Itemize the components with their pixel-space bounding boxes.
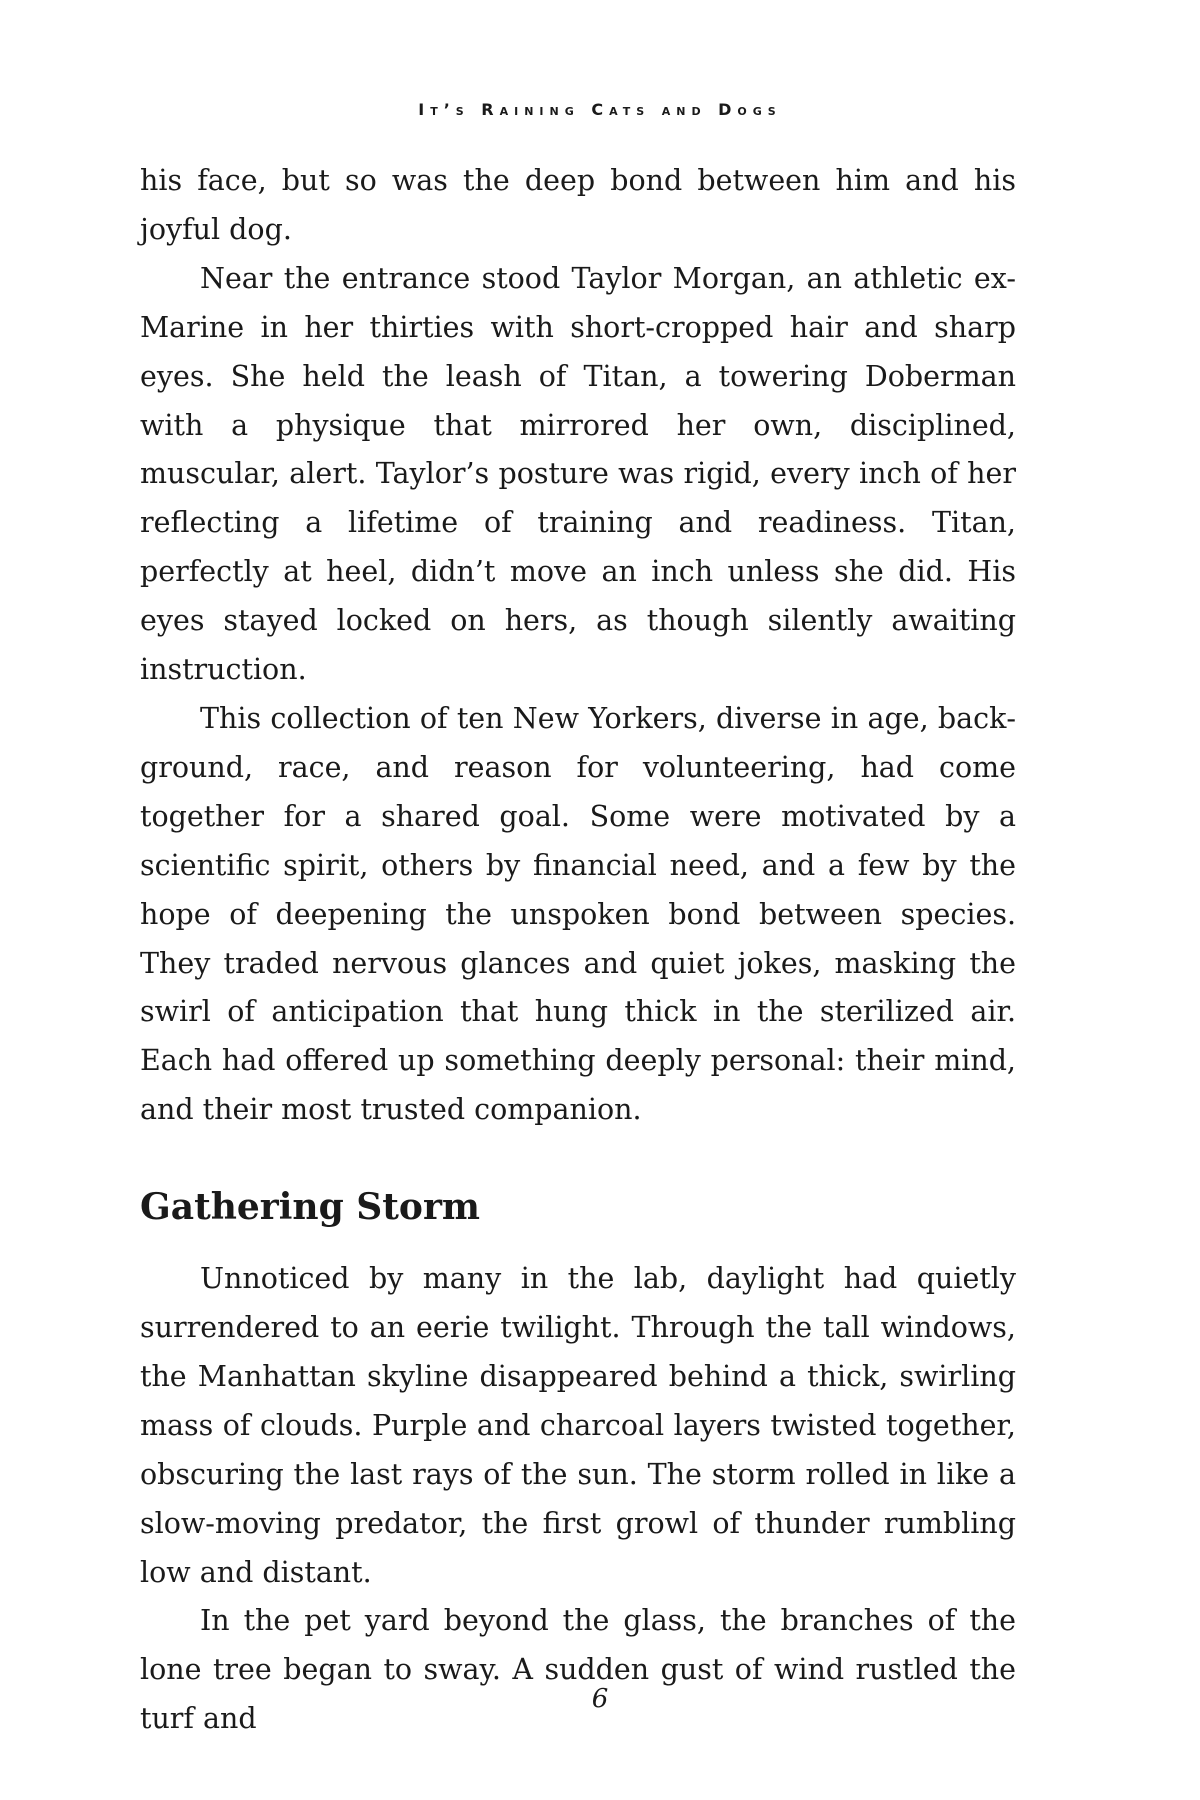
paragraph-twilight: Unnoticed by many in the lab, daylight had quietly surrendered to an eerie twilight. Through the tall windows, the Manhattan skyline disappeared behind a thick, swirling mass of clouds. Purple and charcoal layers twisted together, obscuring the last rays of the sun. The storm rolled in like a slow-moving predator, the first growl of thunder rumbling low and distant.	[140, 1262, 1016, 1589]
paragraph-pet-yard: In the pet yard beyond the glass, the branches of the lone tree began to sway. A sudden gust of wind rustled the turf and	[140, 1604, 1016, 1736]
paragraph-new-yorkers: This collection of ten New Yorkers, diverse in age, background, race, and reason for volunteering, had come together for a shared goal. Some were motivated by a scientific spirit, others by financial need, and a few by the hope of deepening the unspoken bond between species. They traded nervous glances and quiet jokes, masking the swirl of anticipation that hung thick in the sterilized air. Each had offered up something deeply personal: their mind, and their most trusted companion.	[140, 701, 1016, 1127]
paragraph-taylor-morgan: Near the entrance stood Taylor Morgan, an athletic ex-Marine in her thirties with short-cropped hair and sharp eyes. She held the leash of Titan, a towering Doberman with a physique that mirrored her own, disciplined, muscular, alert. Taylor’s posture was rigid, every inch of her reflecting a lifetime of training and readiness. Titan, perfectly at heel, didn’t move an inch unless she did. His eyes stayed locked on hers, as though silently awaiting instruction.	[140, 261, 1016, 687]
section-heading: Gathering Storm	[140, 1186, 480, 1229]
running-head-title: It’s Raining Cats and Dogs	[418, 100, 782, 119]
body-text	[140, 157, 1016, 1744]
paragraph-continued: his face, but so was the deep bond between him and his joyful dog.	[140, 164, 1016, 246]
page-number: 6	[591, 1684, 609, 1714]
